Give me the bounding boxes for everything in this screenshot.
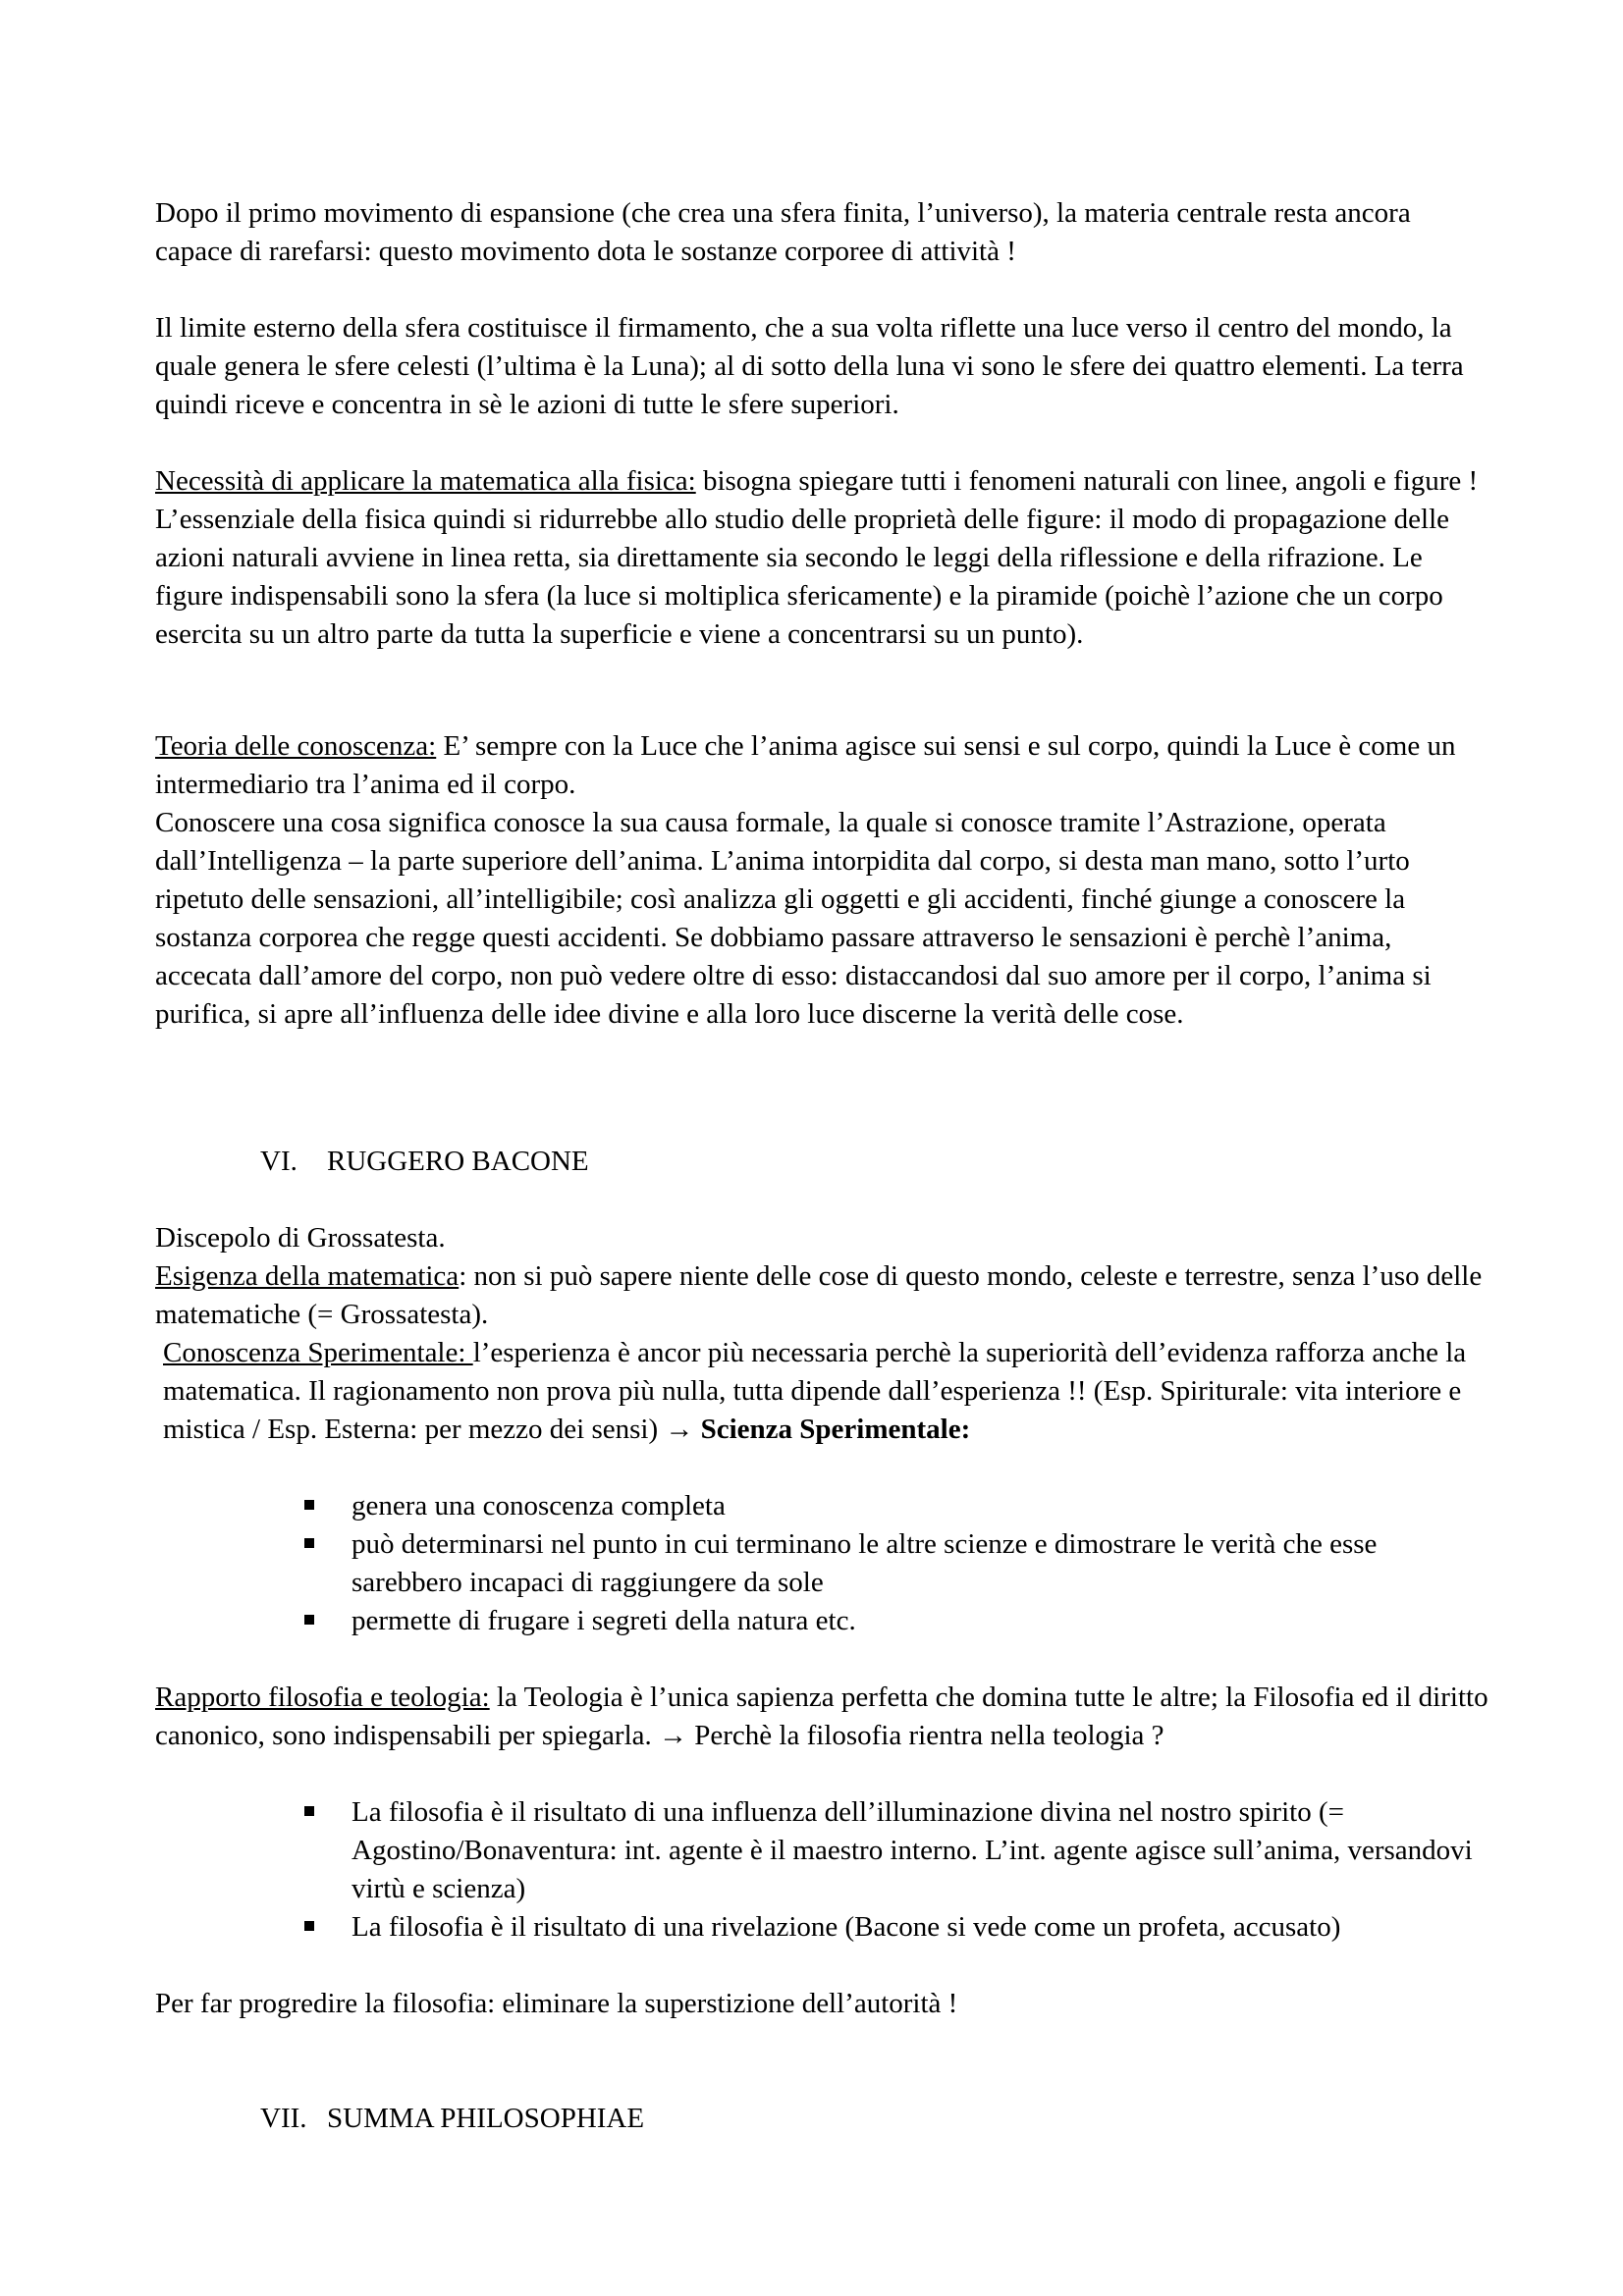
list-item: La filosofia è il risultato di una rivelazione (Bacone si vede come un profeta, accusato) [304, 1908, 1492, 1947]
paragraph-text: l’esperienza è ancor più necessaria perchè la superiorità dell’evidenza rafforza anche la matematica. Il ragionamento non prova più nulla, tutta dipende dall’esperienza !! (Esp. Spiriturale: vita interiore e mistica / Esp. Esterna: per mezzo dei sensi) → [163, 1337, 1467, 1445]
bullet-list-filosofia [304, 1793, 1492, 1947]
section-bacone [155, 1219, 1490, 1449]
paragraph-conoscenza-sperimentale [155, 1334, 1490, 1449]
list-item: La filosofia è il risultato di una influenza dell’illuminazione divina nel nostro spirito (= Agostino/Bonaventura: int. agente è il maestro interno. L’int. agente agisce sull’anima, versandovi virtù e scienza) [304, 1793, 1492, 1908]
paragraph-text: : non si può sapere niente delle cose di questo mondo, celeste e terrestre, senza l’uso delle matematiche (= Grossatesta). [155, 1260, 1483, 1330]
section-label-matematica: Necessità di applicare la matematica alla fisica: [155, 465, 696, 497]
bullet-square-icon [304, 1921, 314, 1931]
paragraph-firmamento: Il limite esterno della sfera costituisce il firmamento, che a sua volta riflette una luce verso il centro del mondo, la quale genera le sfere celesti (l’ultima è la Luna); al di sotto della luna vi sono le sfere dei quattro elementi. La terra quindi riceve e concentra in sè le azioni di tutte le sfere superiori. [155, 312, 1464, 420]
heading-number: VII. [260, 2103, 307, 2134]
paragraph-esigenza [155, 1257, 1490, 1334]
paragraph-conoscenza-intro [155, 727, 1490, 804]
paragraph-conoscenza [155, 727, 1490, 1034]
section-label-esigenza: Esigenza della matematica [155, 1260, 460, 1292]
heading-title: RUGGERO BACONE [327, 1146, 589, 1177]
paragraph-text: E’ sempre con la Luce che l’anima agisce sui sensi e sul corpo, quindi la Luce è come un intermediario tra l’anima ed il corpo. [155, 730, 1456, 800]
bacone-intro: Discepolo di Grossatesta. [155, 1222, 446, 1254]
section-label-conoscenza: Teoria delle conoscenza: [155, 730, 437, 762]
list-item: genera una conoscenza completa [304, 1487, 1492, 1525]
heading-number: VI. [260, 1146, 298, 1177]
bullet-list-scienza [304, 1487, 1492, 1640]
paragraph-text: bisogna spiegare tutti i fenomeni naturali con linee, angoli e figure ! L’essenziale della fisica quindi si ridurrebbe allo studio delle proprietà delle figure: il modo di propagazione delle azioni naturali avviene in linea retta, sia direttamente sia secondo le leggi della riflessione e della rifrazione. Le figure indispensabili sono la sfera (la luce si moltiplica sfericamente) e la piramide (poichè l’azione che un corpo esercita su un altro parte da tutta la superficie e viene a concentrarsi su un punto). [155, 465, 1479, 650]
paragraph-rapporto [155, 1679, 1490, 1755]
bullet-square-icon [304, 1538, 314, 1548]
bullet-square-icon [304, 1500, 314, 1510]
section-label-conoscenza-sperimentale: Conoscenza Sperimentale: [163, 1337, 473, 1368]
scienza-sperimentale-label: Scienza Sperimentale: [700, 1414, 971, 1445]
heading-title: SUMMA PHILOSOPHIAE [327, 2103, 645, 2134]
paragraph-espansione: Dopo il primo movimento di espansione (che crea una sfera finita, l’universo), la materia centrale resta ancora capace di rarefarsi: questo movimento dota le sostanze corporee di attività ! [155, 197, 1411, 267]
section-label-rapporto: Rapporto filosofia e teologia: [155, 1682, 490, 1713]
heading-summa-philosophiae [260, 2100, 644, 2138]
paragraph-conoscenza-body: Conoscere una cosa significa conosce la sua causa formale, la quale si conosce tramite l’Astrazione, operata dall’Intelligenza – la parte superiore dell’anima. L’anima intorpidita dal corpo, si desta man mano, sotto l’urto ripetuto delle sensazioni, all’intelligibile; così analizza gli oggetti e gli accidenti, finché giunge a conoscere la sostanza corporea che regge questi accidenti. Se dobbiamo passare attraverso le sensazioni è perchè l’anima, accecata dall’amore del corpo, non può vedere oltre di esso: distaccandosi dal suo amore per il corpo, l’anima si purifica, si apre all’influenza delle idee divine e alla loro luce discerne la verità delle cose. [155, 807, 1432, 1030]
list-item: permette di frugare i segreti della natura etc. [304, 1602, 1492, 1640]
paragraph-matematica-fisica [155, 462, 1490, 654]
paragraph-closing: Per far progredire la filosofia: eliminare la superstizione dell’autorità ! [155, 1988, 958, 2019]
bullet-square-icon [304, 1806, 314, 1816]
list-item: può determinarsi nel punto in cui terminano le altre scienze e dimostrare le verità che esse sarebbero incapaci di raggiungere da sole [304, 1525, 1492, 1602]
heading-ruggero-bacone [260, 1143, 589, 1181]
bullet-square-icon [304, 1615, 314, 1625]
paragraph-text: la Teologia è l’unica sapienza perfetta che domina tutte le altre; la Filosofia ed il diritto canonico, sono indispensabili per spiegarla. → Perchè la filosofia rientra nella teologia ? [155, 1682, 1488, 1751]
